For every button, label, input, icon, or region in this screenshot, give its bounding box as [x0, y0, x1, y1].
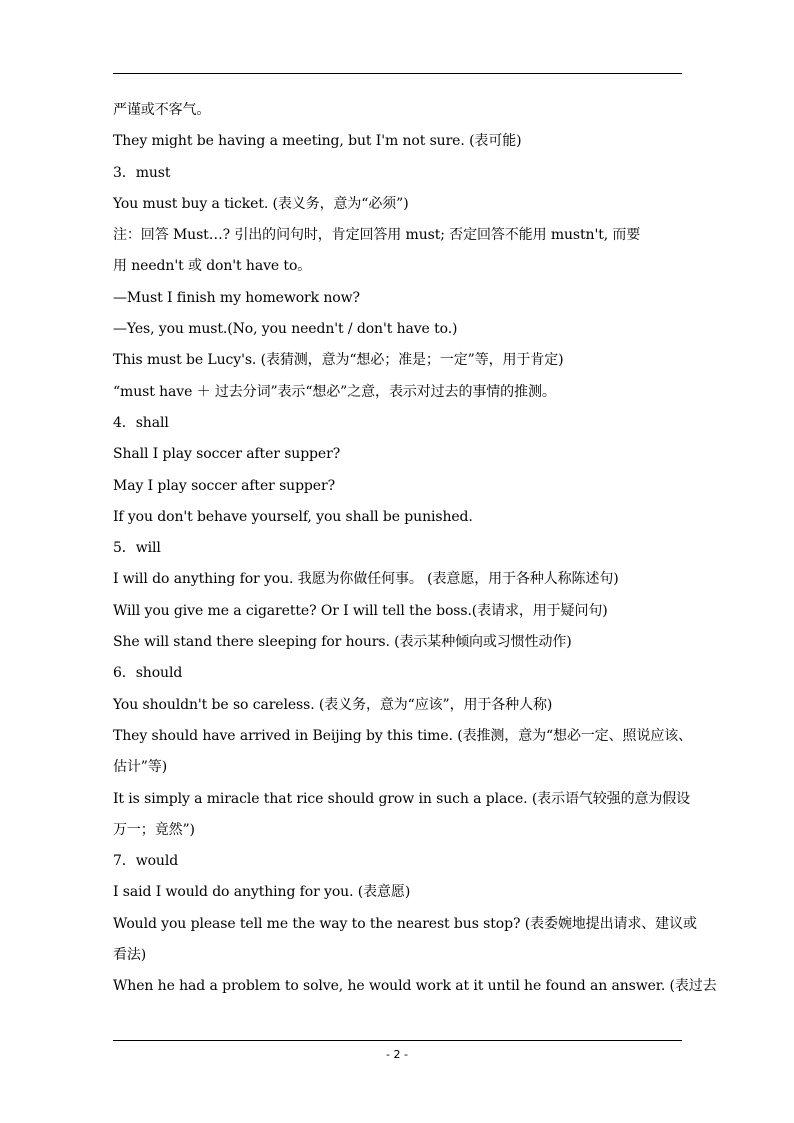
text-line: 万一；竟然”) [113, 821, 195, 838]
text-line: May I play soccer after supper? [113, 477, 335, 494]
dialogue-line: —Yes, you must.(No, you needn't / don't have to.) [113, 321, 458, 338]
dialogue-line: —Must I finish my homework now? [113, 289, 360, 306]
text-line: When he had a problem to solve, he would work at it until he found an answer. (表过去 [113, 978, 717, 995]
text-line: Shall I play soccer after supper? [113, 446, 341, 463]
section-heading-should: 6．should [113, 665, 183, 682]
text-line: “must have ＋ 过去分词”表示“想必”之意，表示对过去的事情的推测。 [113, 383, 556, 400]
text-line: Would you please tell me the way to the nearest bus stop? (表委婉地提出请求、建议或 [113, 915, 697, 932]
section-heading-would: 7．would [113, 853, 179, 870]
section-heading-must: 3．must [113, 164, 171, 181]
text-line: Will you give me a cigarette? Or I will tell the boss.(表请求，用于疑问句) [113, 602, 608, 619]
page-number: - 2 - [386, 1048, 408, 1061]
header-rule [113, 73, 682, 74]
text-line: 估计”等) [113, 759, 168, 776]
text-line: You shouldn't be so careless. (表义务，意为“应该”，用于各种人称) [113, 696, 553, 713]
text-line: 严谨或不客气。 [113, 102, 211, 118]
text-line: They might be having a meeting, but I'm not sure. (表可能) [113, 133, 522, 150]
text-line: You must buy a ticket. (表义务，意为“必须”) [113, 195, 409, 212]
text-line: 看法) [113, 947, 147, 964]
text-line: I said I would do anything for you. (表意愿) [113, 884, 411, 901]
section-heading-shall: 4．shall [113, 414, 169, 431]
note-line: 注：回答 Must…? 引出的问句时，肯定回答用 must; 否定回答不能用 mustn't, 而要 [113, 227, 641, 244]
note-line: 用 needn't 或 don't have to。 [113, 258, 312, 275]
text-line: If you don't behave yourself, you shall be punished. [113, 508, 473, 525]
text-line: It is simply a miracle that rice should grow in such a place. (表示语气较强的意为假设 [113, 790, 691, 807]
section-heading-will: 5．will [113, 540, 161, 557]
footer-rule [113, 1040, 682, 1041]
text-line: They should have arrived in Beijing by this time. (表推测，意为“想必一定、照说应该、 [113, 727, 693, 744]
document-body [113, 95, 717, 1003]
text-line: This must be Lucy's. (表猜测，意为“想必；准是；一定”等，用于肯定) [113, 352, 564, 369]
text-line: She will stand there sleeping for hours. (表示某种倾向或习惯性动作) [113, 634, 572, 651]
text-line: I will do anything for you. 我愿为你做任何事。 (表意愿，用于各种人称陈述句) [113, 571, 619, 588]
